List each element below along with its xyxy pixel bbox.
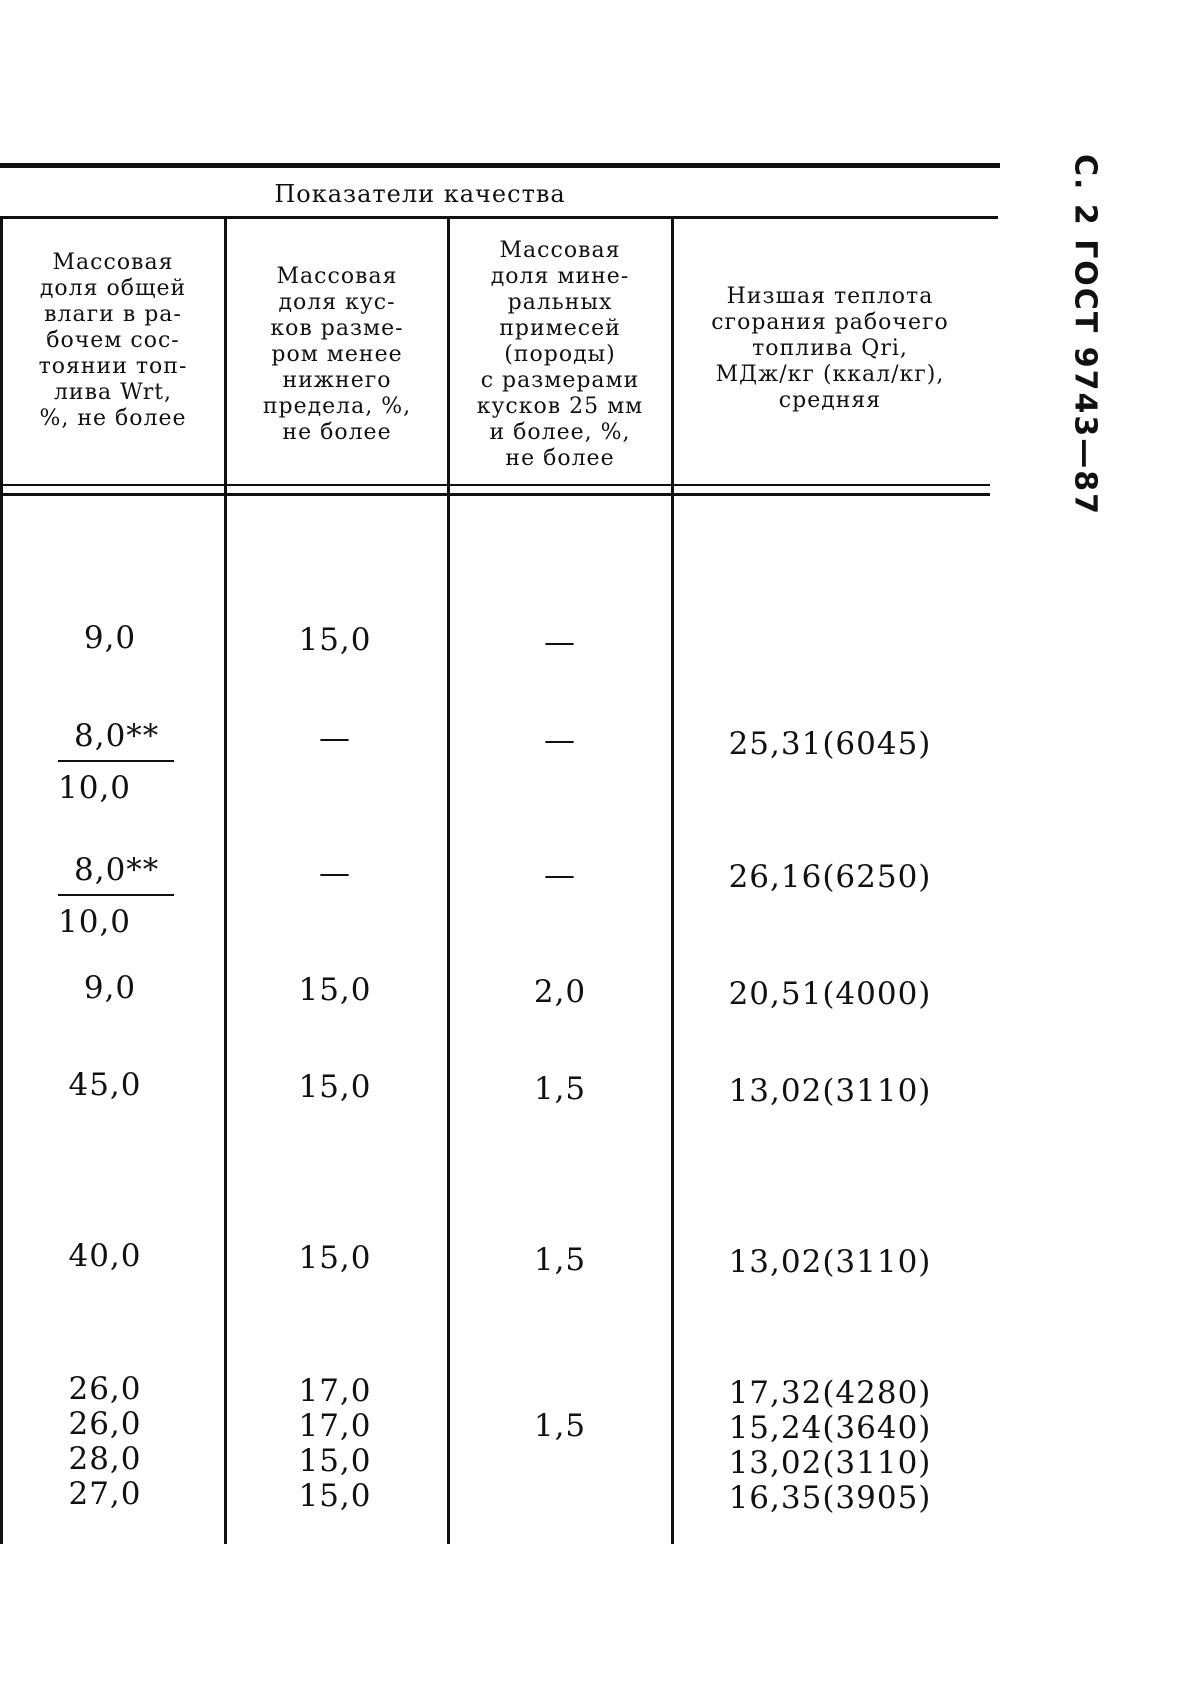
cell-fines: — bbox=[319, 720, 351, 756]
cell-moisture-fraction: $\frac{8,0**}{10,0}$ bbox=[58, 718, 174, 806]
column-divider bbox=[0, 217, 3, 1544]
column-header-mineral: Массовая доля мине- ральных примесей (породы) с размерами кусков 25 мм и более, %, не более bbox=[476, 238, 644, 471]
cell-mineral: 2,0 bbox=[533, 974, 587, 1010]
column-header-heat: Низшая теплота сгорания рабочего топлива Qri, МДж/кг (ккал/кг), средняя bbox=[711, 284, 949, 413]
column-divider bbox=[671, 217, 674, 1544]
cell-mineral: 1,5 bbox=[533, 1071, 587, 1107]
cell-moisture: 45,0 bbox=[68, 1067, 142, 1103]
group-header: Показатели качества bbox=[274, 180, 566, 208]
cell-fines: 15,0 bbox=[298, 1069, 372, 1105]
cell-heat: 13,02(3110) bbox=[728, 1073, 932, 1109]
cell-fines: 15,0 bbox=[298, 1240, 372, 1276]
cell-moisture-list: 26,0 26,0 28,0 27,0 bbox=[68, 1371, 142, 1512]
cell-mineral: — bbox=[544, 722, 576, 758]
cell-mineral: 1,5 bbox=[533, 1408, 587, 1444]
cell-heat: 26,16(6250) bbox=[728, 859, 932, 895]
cell-fines: 15,0 bbox=[298, 622, 372, 658]
cell-heat: 20,51(4000) bbox=[728, 976, 932, 1012]
column-header-fines: Массовая доля кус- ков разме- ром менее нижнего предела, %, не более bbox=[262, 264, 412, 445]
top-rule bbox=[0, 163, 1000, 168]
cell-moisture: 9,0 bbox=[83, 970, 137, 1006]
header-bottom-rule-1 bbox=[0, 484, 990, 486]
cell-heat-list: 17,32(4280) 15,24(3640) 13,02(3110) 16,35(3905) bbox=[728, 1375, 932, 1516]
cell-mineral: 1,5 bbox=[533, 1242, 587, 1278]
cell-moisture-fraction: $\frac{8,0**}{10,0}$ bbox=[58, 852, 174, 940]
cell-fines: — bbox=[319, 855, 351, 891]
page-running-header bbox=[1060, 154, 1110, 516]
cell-mineral: — bbox=[544, 857, 576, 893]
cell-moisture: 9,0 bbox=[83, 620, 137, 656]
column-header-moisture: Массовая доля общей влаги в ра- бочем сос- тоянии топ- лива Wrt, %, не более bbox=[38, 250, 188, 431]
standard-number: С. 2 ГОСТ 9743—87 bbox=[1067, 154, 1103, 516]
cell-heat: 13,02(3110) bbox=[728, 1244, 932, 1280]
column-divider bbox=[224, 217, 227, 1544]
cell-mineral: — bbox=[544, 624, 576, 660]
cell-fines-list: 17,0 17,0 15,0 15,0 bbox=[298, 1373, 372, 1514]
header-rule bbox=[0, 216, 998, 219]
cell-fines: 15,0 bbox=[298, 972, 372, 1008]
cell-moisture: 40,0 bbox=[68, 1238, 142, 1274]
column-divider bbox=[447, 217, 450, 1544]
header-bottom-rule-2 bbox=[0, 493, 990, 496]
cell-heat: 25,31(6045) bbox=[728, 726, 932, 762]
